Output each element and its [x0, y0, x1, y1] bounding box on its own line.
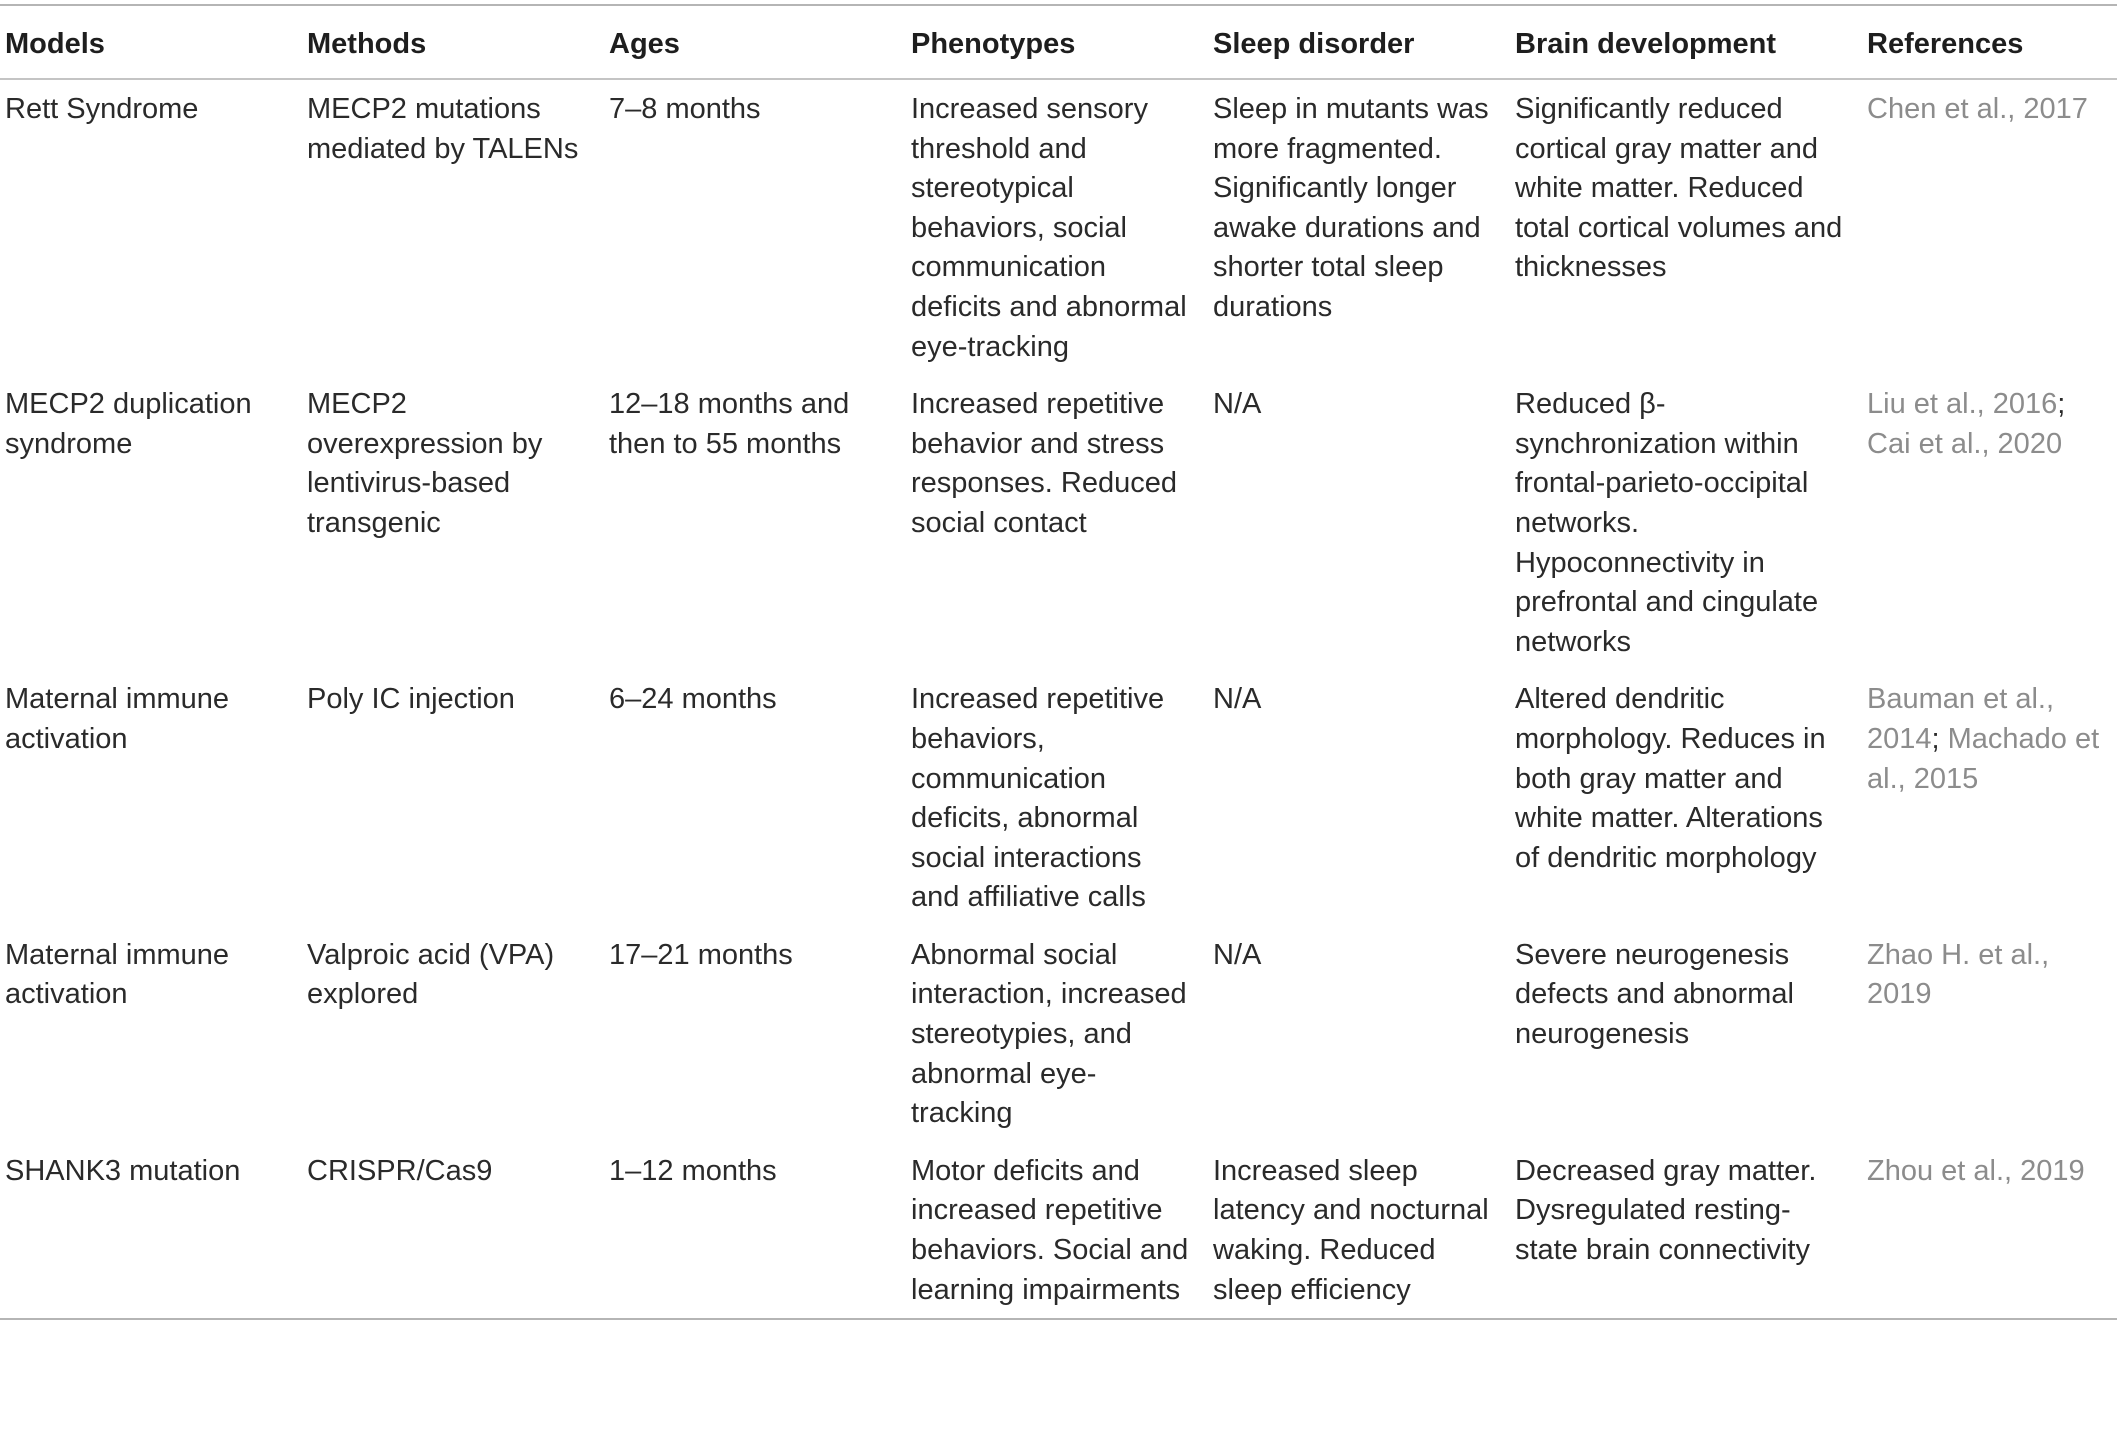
cell-sleep-disorder: N/A: [1213, 938, 1262, 971]
reference-link[interactable]: Zhao H. et al., 2019: [1867, 938, 2050, 1011]
cell-phenotypes: Increased repetitive behavior and stress responses. Reduced social contact: [911, 388, 1177, 539]
cell-method: Poly IC injection: [307, 683, 515, 716]
table-header: [0, 5, 2117, 79]
cell-references: [1862, 1142, 2117, 1319]
table-row: [0, 1142, 2117, 1319]
cell-phenotypes: Increased repetitive behaviors, communication deficits, abnormal social interactions and affiliative calls: [911, 683, 1165, 914]
cell-method: Valproic acid (VPA) explored: [307, 938, 555, 1011]
table-row: [0, 926, 2117, 1142]
cell-model: Maternal immune activation: [5, 683, 230, 755]
cell-sleep-disorder: N/A: [1213, 683, 1262, 716]
cell-ages: 6–24 months: [609, 683, 777, 716]
table-row: [0, 79, 2117, 375]
header-ages: Ages: [604, 5, 906, 79]
cell-method: MECP2 mutations mediated by TALENs: [307, 93, 579, 165]
table-body: [0, 79, 2117, 1319]
cell-model: SHANK3 mutation: [5, 1154, 241, 1187]
header-row: [0, 5, 2117, 79]
reference-separator: ;: [1931, 722, 1948, 755]
table-row: [0, 670, 2117, 926]
cell-ages: 1–12 months: [609, 1154, 777, 1187]
cell-ages: 12–18 months and then to 55 months: [609, 388, 850, 460]
header-models: Models: [0, 5, 302, 79]
cell-ages: 7–8 months: [609, 93, 761, 125]
header-sleep-disorder: Sleep disorder: [1208, 5, 1510, 79]
cell-sleep-disorder: Sleep in mutants was more fragmented. Significantly longer awake durations and shorter total sleep durations: [1213, 93, 1489, 323]
reference-link[interactable]: Liu et al., 2016: [1867, 388, 2058, 421]
cell-phenotypes: Increased sensory threshold and stereotypical behaviors, social communication deficits and abnormal eye-tracking: [911, 93, 1187, 363]
cell-method: MECP2 overexpression by lentivirus-based transgenic: [307, 388, 543, 539]
cell-references: [1862, 375, 2117, 670]
header-phenotypes: Phenotypes: [906, 5, 1208, 79]
header-brain-development: Brain development: [1510, 5, 1862, 79]
reference-link[interactable]: Chen et al., 2017: [1867, 93, 2088, 125]
cell-ages: 17–21 months: [609, 938, 793, 971]
cell-sleep-disorder: Increased sleep latency and nocturnal waking. Reduced sleep efficiency: [1213, 1154, 1489, 1306]
reference-separator: ;: [2057, 388, 2066, 421]
cell-brain-development: Severe neurogenesis defects and abnormal neurogenesis: [1515, 938, 1794, 1051]
cell-sleep-disorder: N/A: [1213, 388, 1262, 421]
cell-phenotypes: Motor deficits and increased repetitive behaviors. Social and learning impairments: [911, 1154, 1189, 1306]
cell-model: Rett Syndrome: [5, 93, 199, 125]
cell-brain-development: Reduced β-synchronization within frontal-parieto-occipital networks. Hypoconnectivity in prefrontal and cingulate networks: [1515, 388, 1819, 658]
header-references: References: [1862, 5, 2117, 79]
cell-phenotypes: Abnormal social interaction, increased stereotypies, and abnormal eye-tracking: [911, 938, 1187, 1130]
reference-link[interactable]: Bauman et al., 2014: [1867, 683, 2054, 755]
data-table: [0, 4, 2117, 1320]
header-methods: Methods: [302, 5, 604, 79]
cell-references: [1862, 79, 2117, 375]
cell-model: MECP2 duplication syndrome: [5, 388, 252, 460]
table-row: [0, 375, 2117, 670]
cell-brain-development: Altered dendritic morphology. Reduces in both gray matter and white matter. Alterations of dendritic morphology: [1515, 683, 1826, 874]
cell-references: [1862, 670, 2117, 926]
cell-references: [1862, 926, 2117, 1142]
cell-method: CRISPR/Cas9: [307, 1154, 493, 1187]
cell-brain-development: Significantly reduced cortical gray matter and white matter. Reduced total cortical volumes and thicknesses: [1515, 93, 1843, 284]
reference-link[interactable]: Cai et al., 2020: [1867, 427, 2063, 460]
cell-model: Maternal immune activation: [5, 938, 230, 1011]
cell-brain-development: Decreased gray matter. Dysregulated resting-state brain connectivity: [1515, 1154, 1817, 1267]
reference-link[interactable]: Machado et al., 2015: [1867, 722, 2100, 795]
reference-link[interactable]: Zhou et al., 2019: [1867, 1154, 2085, 1187]
